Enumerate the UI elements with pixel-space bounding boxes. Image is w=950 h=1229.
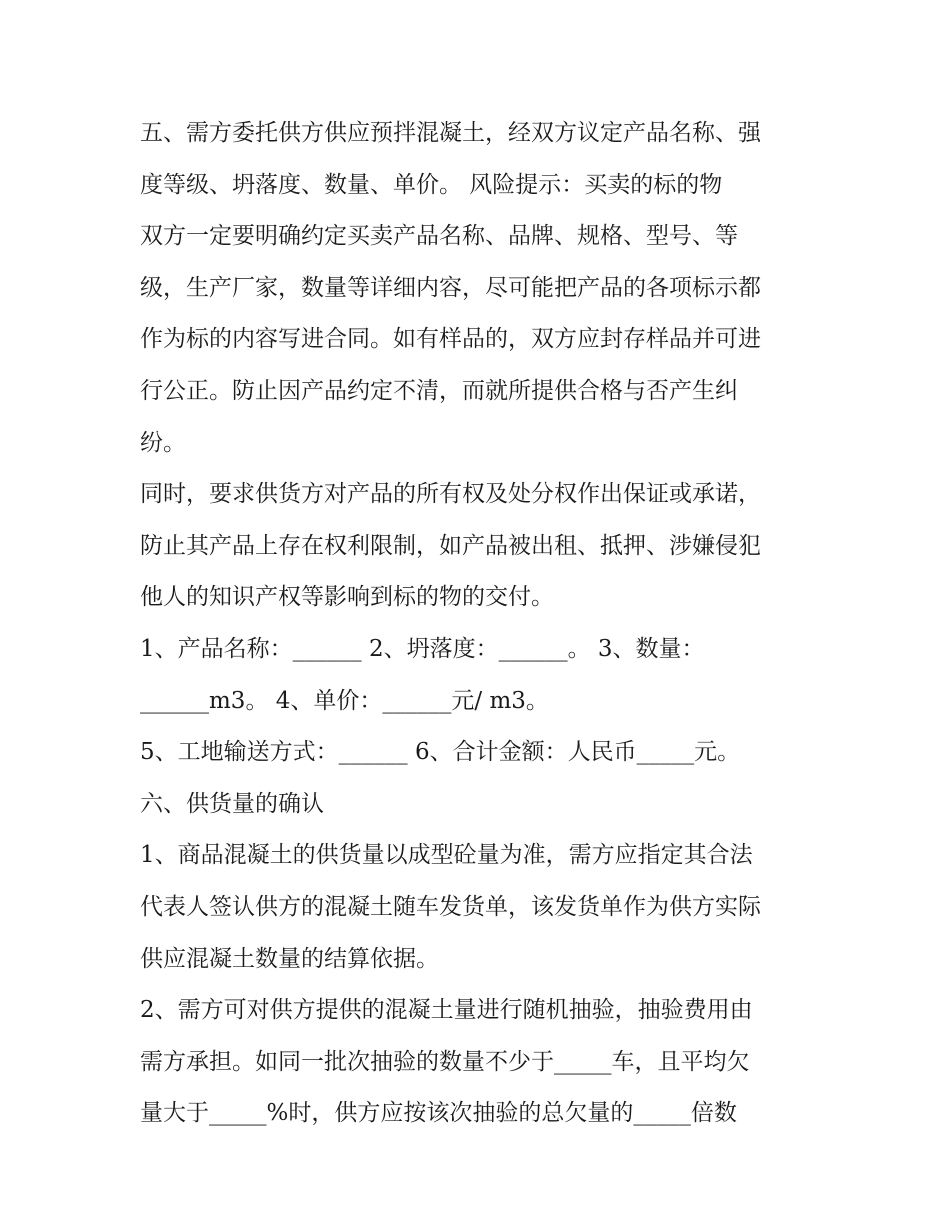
- text-line: 五、需方委托供方供应预拌混凝土，经双方议定产品名称、强: [140, 120, 761, 146]
- text-line: 供应混凝土数量的结算依据。: [140, 945, 439, 972]
- text-line: 代表人签认供方的混凝土随车发货单，该发货单作为供方实际: [140, 893, 761, 920]
- text-line: 他人的知识产权等影响到标的物的交付。: [140, 584, 554, 611]
- section-heading: 六、供货量的确认: [140, 790, 324, 817]
- text-line: 度等级、坍落度、数量、单价。 风险提示：买卖的标的物: [140, 171, 723, 198]
- text-line: 防止其产品上存在权利限制，如产品被出租、抵押、涉嫌侵犯: [140, 532, 761, 559]
- fill-in-line-product-name: 1、产品名称：______ 2、坍落度：______。 3、数量：: [140, 635, 705, 662]
- text-line: 作为标的内容写进合同。如有样品的，双方应封存样品并可进: [140, 326, 761, 353]
- text-line: 1、商品混凝土的供货量以成型砼量为准，需方应指定其合法: [140, 842, 753, 869]
- text-line: 级，生产厂家，数量等详细内容，尽可能把产品的各项标示都: [140, 274, 761, 301]
- text-line: 纷。: [140, 429, 186, 456]
- fill-in-line-unit-price: ______m3。 4、单价：______元/ m3。: [140, 687, 549, 714]
- text-line: 需方承担。如同一批次抽验的数量不少于_____车，且平均欠: [140, 1048, 750, 1075]
- fill-in-line-delivery: 5、工地输送方式：______ 6、合计金额：人民币_____元。: [140, 739, 741, 766]
- text-line: 双方一定要明确约定买卖产品名称、品牌、规格、型号、等: [140, 223, 738, 250]
- text-line: 行公正。防止因产品约定不清，而就所提供合格与否产生纠: [140, 377, 738, 404]
- text-line: 同时，要求供货方对产品的所有权及处分权作出保证或承诺，: [140, 481, 761, 508]
- text-line: 量大于_____%时，供方应按该次抽验的总欠量的_____倍数: [140, 1100, 737, 1127]
- contract-text: [140, 108, 820, 1140]
- text-line: 2、需方可对供方提供的混凝土量进行随机抽验，抽验费用由: [140, 997, 753, 1024]
